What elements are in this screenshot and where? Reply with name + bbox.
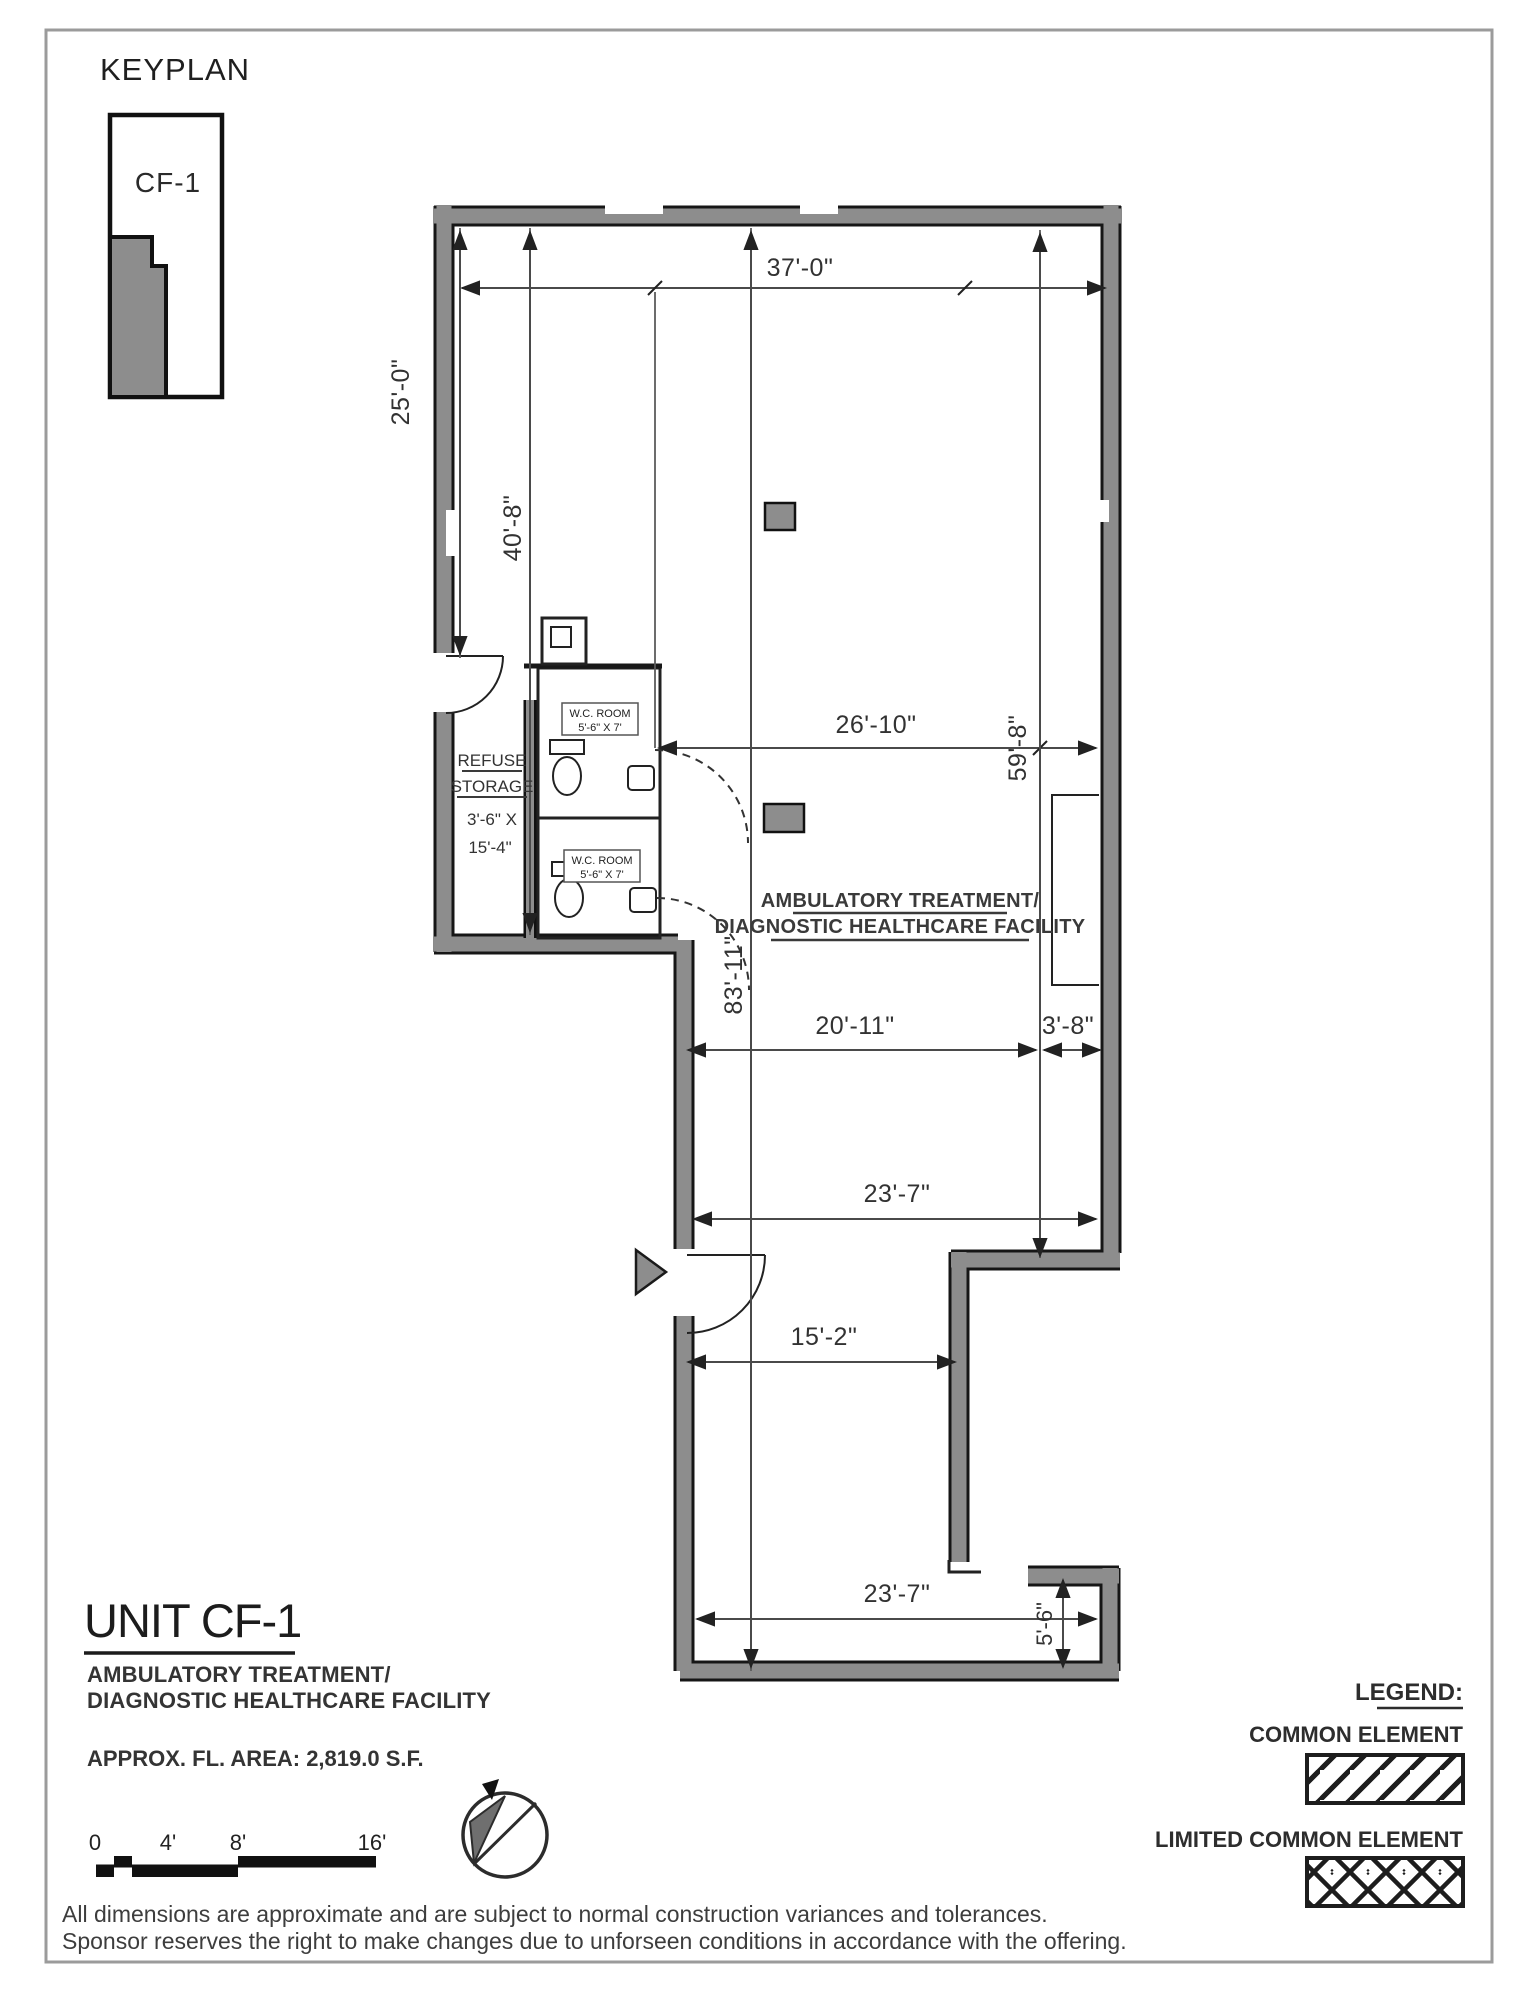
keyplan — [100, 52, 250, 397]
dim-26-10: 26'-10" — [835, 711, 917, 739]
dim-23-7-upper: 23'-7" — [863, 1180, 931, 1208]
toilet-tank-1 — [550, 740, 584, 754]
refuse-door — [446, 656, 503, 713]
keyplan-unit-label: CF-1 — [134, 167, 202, 198]
wc-door-swing-1 — [655, 750, 748, 843]
top-wall-recess-1 — [605, 204, 663, 214]
right-alcove — [1052, 795, 1099, 985]
facility-label-line2: DIAGNOSTIC HEALTHCARE FACILITY — [714, 916, 1086, 938]
wc1-label-line2: 5'-6" X 7' — [578, 722, 622, 734]
facility-label-line1: AMBULATORY TREATMENT/ — [760, 890, 1040, 912]
unit-use-line2: DIAGNOSTIC HEALTHCARE FACILITY — [87, 1688, 492, 1713]
north-arrow — [463, 1779, 547, 1877]
disclaimer-line1: All dimensions are approximate and are subject to normal construction variances and tolerances. — [62, 1901, 1048, 1927]
scale-tick-4: 4' — [159, 1830, 177, 1855]
common-element-swatch — [1307, 1755, 1463, 1803]
wc2-label-line1: W.C. ROOM — [571, 855, 633, 867]
unit-area: APPROX. FL. AREA: 2,819.0 S.F. — [87, 1746, 424, 1771]
scale-tick-0: 0 — [88, 1830, 102, 1855]
column-2 — [764, 804, 804, 832]
legend-common-element-label: COMMON ELEMENT — [1249, 1722, 1463, 1747]
scale-tick-8: 8' — [229, 1830, 247, 1855]
dim-40-8: 40'-8" — [499, 494, 527, 562]
refuse-size-line2: 15'-4" — [468, 838, 512, 857]
lower-right-wall-recess — [1095, 1430, 1107, 1464]
disclaimer — [62, 1901, 1127, 1954]
title-block — [84, 1594, 491, 1771]
scale-bar — [89, 1830, 386, 1877]
left-wall-recess — [446, 510, 456, 556]
legend — [1155, 1679, 1464, 1906]
refuse-label-line1: REFUSE — [457, 751, 527, 770]
dim-23-7-lower: 23'-7" — [863, 1580, 931, 1608]
limited-common-element-swatch — [1307, 1858, 1463, 1906]
sink-bowl — [551, 627, 571, 647]
dim-20-11: 20'-11" — [815, 1012, 895, 1040]
top-wall-recess-2 — [800, 204, 838, 214]
dim-5-6: 5'-6" — [1032, 1602, 1057, 1646]
dim-25-0: 25'-0" — [387, 358, 415, 426]
dim-3-8: 3'-8" — [1041, 1012, 1095, 1040]
dim-83-11: 83'-11" — [720, 935, 748, 1015]
toilet-bowl-1 — [553, 757, 581, 795]
basin-1 — [628, 766, 654, 790]
unit-use-line1: AMBULATORY TREATMENT/ — [87, 1662, 391, 1687]
entry-door — [687, 1255, 765, 1333]
dim-59-8: 59'-8" — [1004, 714, 1032, 782]
legend-limited-common-element-label: LIMITED COMMON ELEMENT — [1155, 1827, 1463, 1852]
column-1 — [765, 503, 795, 530]
dim-15-2: 15'-2" — [790, 1323, 858, 1351]
refuse-size-line1: 3'-6" X — [467, 810, 517, 829]
toilet-bowl-2 — [555, 879, 583, 917]
scale-tick-16: 16' — [357, 1830, 387, 1855]
sink-unit — [542, 618, 586, 664]
wc2-label-line2: 5'-6" X 7' — [580, 869, 624, 881]
wc1-label-line1: W.C. ROOM — [569, 708, 631, 720]
dim-37-0: 37'-0" — [766, 254, 834, 282]
refuse-label-line2: STORAGE — [450, 777, 534, 796]
right-wall-recess — [1097, 500, 1109, 522]
basin-2 — [630, 888, 656, 912]
legend-title: LEGEND: — [1355, 1679, 1463, 1706]
unit-title: UNIT CF-1 — [84, 1594, 302, 1647]
disclaimer-line2: Sponsor reserves the right to make changes due to unforseen conditions in accordance with the offering. — [62, 1928, 1127, 1954]
entry-marker — [636, 1250, 666, 1294]
keyplan-title: KEYPLAN — [100, 52, 251, 87]
